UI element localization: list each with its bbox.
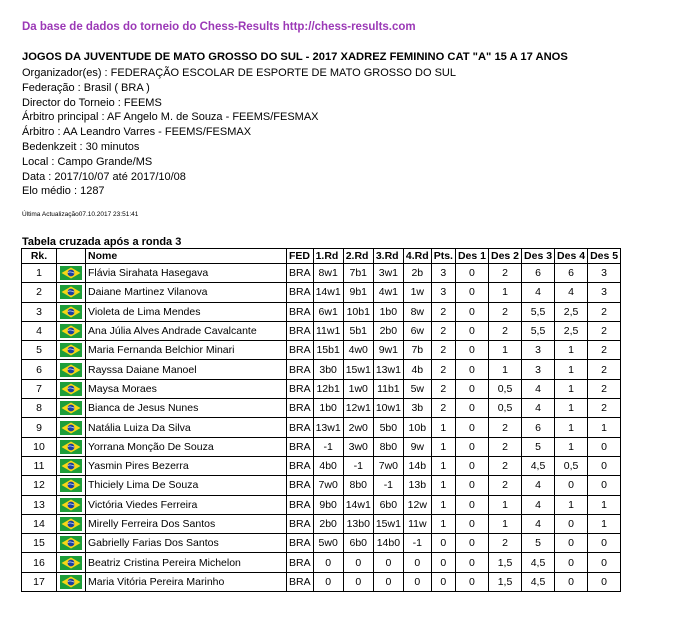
- tiebreak-5-cell: 2: [588, 379, 621, 398]
- brazil-flag-icon: [57, 553, 86, 572]
- round-3-cell: 14b0: [373, 534, 403, 553]
- round-3-cell: 0: [373, 553, 403, 572]
- table-row: [22, 572, 621, 591]
- tiebreak-4-cell: 1: [555, 379, 588, 398]
- player-name-cell: Flávia Sirahata Hasegava: [86, 264, 287, 283]
- round-4-cell: 1w: [403, 283, 431, 302]
- points-cell: 0: [431, 572, 455, 591]
- player-name-cell: Thiciely Lima De Souza: [86, 476, 287, 495]
- col-tiebreak-1: Des 1: [455, 249, 488, 264]
- round-4-cell: 3b: [403, 399, 431, 418]
- federation-cell: BRA: [287, 302, 314, 321]
- col-tiebreak-4: Des 4: [555, 249, 588, 264]
- tiebreak-1-cell: 0: [455, 379, 488, 398]
- rank-cell: 15: [22, 534, 57, 553]
- round-3-cell: 4w1: [373, 283, 403, 302]
- table-row: [22, 264, 621, 283]
- tiebreak-2-cell: 1,5: [488, 572, 521, 591]
- tiebreak-4-cell: 0: [555, 572, 588, 591]
- brazil-flag-icon: [57, 341, 86, 360]
- tiebreak-5-cell: 0: [588, 456, 621, 475]
- round-4-cell: 13b: [403, 476, 431, 495]
- rank-cell: 11: [22, 456, 57, 475]
- brazil-flag-icon: [57, 399, 86, 418]
- round-3-cell: 9w1: [373, 341, 403, 360]
- round-3-cell: 7w0: [373, 456, 403, 475]
- table-row: [22, 379, 621, 398]
- director-line: Director do Torneio : FEEMS: [22, 96, 162, 109]
- table-row: [22, 418, 621, 437]
- tournament-info: [22, 66, 456, 199]
- tiebreak-3-cell: 4: [522, 514, 555, 533]
- tiebreak-5-cell: 1: [588, 514, 621, 533]
- rank-cell: 7: [22, 379, 57, 398]
- brazil-flag-icon: [57, 302, 86, 321]
- tiebreak-3-cell: 3: [522, 341, 555, 360]
- table-caption: Tabela cruzada após a ronda 3: [22, 236, 182, 248]
- tiebreak-4-cell: 2,5: [555, 302, 588, 321]
- tiebreak-2-cell: 2: [488, 302, 521, 321]
- rank-cell: 1: [22, 264, 57, 283]
- points-cell: 2: [431, 321, 455, 340]
- tiebreak-3-cell: 5: [522, 437, 555, 456]
- player-name-cell: Maria Vitória Pereira Marinho: [86, 572, 287, 591]
- tiebreak-2-cell: 2: [488, 264, 521, 283]
- round-3-cell: 2b0: [373, 321, 403, 340]
- rank-cell: 9: [22, 418, 57, 437]
- tiebreak-5-cell: 2: [588, 399, 621, 418]
- rank-cell: 10: [22, 437, 57, 456]
- round-4-cell: 8w: [403, 302, 431, 321]
- col-tiebreak-2: Des 2: [488, 249, 521, 264]
- player-name-cell: Daiane Martinez Vilanova: [86, 283, 287, 302]
- brazil-flag-icon: [57, 476, 86, 495]
- federation-cell: BRA: [287, 341, 314, 360]
- crosstable: [21, 248, 621, 592]
- round-4-cell: 11w: [403, 514, 431, 533]
- source-line: Da base de dados do torneio do Chess-Results http://chess-results.com: [22, 21, 416, 33]
- round-1-cell: 1b0: [313, 399, 343, 418]
- tiebreak-1-cell: 0: [455, 476, 488, 495]
- tiebreak-3-cell: 6: [522, 418, 555, 437]
- table-row: [22, 553, 621, 572]
- tiebreak-1-cell: 0: [455, 399, 488, 418]
- round-3-cell: 1b0: [373, 302, 403, 321]
- round-1-cell: 5w0: [313, 534, 343, 553]
- round-2-cell: 8b0: [343, 476, 373, 495]
- tiebreak-1-cell: 0: [455, 553, 488, 572]
- col-round-3: 3.Rd: [373, 249, 403, 264]
- round-2-cell: 10b1: [343, 302, 373, 321]
- points-cell: 3: [431, 283, 455, 302]
- table-row: [22, 399, 621, 418]
- rank-cell: 2: [22, 283, 57, 302]
- round-4-cell: 6w: [403, 321, 431, 340]
- points-cell: 1: [431, 514, 455, 533]
- round-1-cell: 7w0: [313, 476, 343, 495]
- round-2-cell: 5b1: [343, 321, 373, 340]
- round-4-cell: 9w: [403, 437, 431, 456]
- tiebreak-4-cell: 0: [555, 534, 588, 553]
- points-cell: 1: [431, 476, 455, 495]
- tiebreak-2-cell: 2: [488, 456, 521, 475]
- round-1-cell: 15b1: [313, 341, 343, 360]
- col-round-1: 1.Rd: [313, 249, 343, 264]
- round-4-cell: 0: [403, 553, 431, 572]
- round-2-cell: 0: [343, 572, 373, 591]
- round-2-cell: 9b1: [343, 283, 373, 302]
- round-1-cell: 12b1: [313, 379, 343, 398]
- round-4-cell: 14b: [403, 456, 431, 475]
- tiebreak-3-cell: 5,5: [522, 321, 555, 340]
- tiebreak-4-cell: 1: [555, 399, 588, 418]
- tiebreak-5-cell: 2: [588, 360, 621, 379]
- brazil-flag-icon: [57, 534, 86, 553]
- round-1-cell: 11w1: [313, 321, 343, 340]
- tiebreak-5-cell: 0: [588, 572, 621, 591]
- round-2-cell: 6b0: [343, 534, 373, 553]
- round-3-cell: 10w1: [373, 399, 403, 418]
- round-2-cell: 4w0: [343, 341, 373, 360]
- tiebreak-3-cell: 6: [522, 264, 555, 283]
- points-cell: 1: [431, 495, 455, 514]
- rank-cell: 5: [22, 341, 57, 360]
- last-update: Última Actualização07.10.2017 23:51:41: [22, 211, 139, 218]
- round-3-cell: 8b0: [373, 437, 403, 456]
- round-1-cell: 8w1: [313, 264, 343, 283]
- points-cell: 1: [431, 437, 455, 456]
- tiebreak-4-cell: 1: [555, 341, 588, 360]
- tiebreak-2-cell: 1: [488, 360, 521, 379]
- tiebreak-4-cell: 1: [555, 360, 588, 379]
- tiebreak-2-cell: 1: [488, 283, 521, 302]
- tiebreak-4-cell: 0: [555, 514, 588, 533]
- tiebreak-1-cell: 0: [455, 321, 488, 340]
- tiebreak-4-cell: 1: [555, 437, 588, 456]
- tiebreak-1-cell: 0: [455, 495, 488, 514]
- tiebreak-4-cell: 1: [555, 495, 588, 514]
- tiebreak-4-cell: 2,5: [555, 321, 588, 340]
- round-4-cell: 7b: [403, 341, 431, 360]
- rank-cell: 14: [22, 514, 57, 533]
- tiebreak-2-cell: 0,5: [488, 379, 521, 398]
- tiebreak-4-cell: 0: [555, 476, 588, 495]
- table-row: [22, 476, 621, 495]
- player-name-cell: Maria Fernanda Belchior Minari: [86, 341, 287, 360]
- round-4-cell: 12w: [403, 495, 431, 514]
- round-3-cell: 13w1: [373, 360, 403, 379]
- tiebreak-5-cell: 0: [588, 553, 621, 572]
- rank-cell: 4: [22, 321, 57, 340]
- round-4-cell: 4b: [403, 360, 431, 379]
- rank-cell: 3: [22, 302, 57, 321]
- tiebreak-1-cell: 0: [455, 360, 488, 379]
- table-row: [22, 437, 621, 456]
- round-3-cell: 11b1: [373, 379, 403, 398]
- round-1-cell: -1: [313, 437, 343, 456]
- brazil-flag-icon: [57, 379, 86, 398]
- player-name-cell: Yorrana Monção De Souza: [86, 437, 287, 456]
- round-3-cell: 5b0: [373, 418, 403, 437]
- tiebreak-2-cell: 1: [488, 495, 521, 514]
- federation-cell: BRA: [287, 360, 314, 379]
- tiebreak-5-cell: 1: [588, 418, 621, 437]
- round-4-cell: 5w: [403, 379, 431, 398]
- round-3-cell: 0: [373, 572, 403, 591]
- tiebreak-2-cell: 2: [488, 534, 521, 553]
- round-2-cell: 13b0: [343, 514, 373, 533]
- round-1-cell: 3b0: [313, 360, 343, 379]
- federation-cell: BRA: [287, 379, 314, 398]
- tiebreak-3-cell: 5,5: [522, 302, 555, 321]
- tiebreak-3-cell: 4: [522, 495, 555, 514]
- tiebreak-3-cell: 4: [522, 399, 555, 418]
- round-1-cell: 4b0: [313, 456, 343, 475]
- brazil-flag-icon: [57, 418, 86, 437]
- round-4-cell: -1: [403, 534, 431, 553]
- points-cell: 1: [431, 418, 455, 437]
- average-elo-line: Elo médio : 1287: [22, 185, 105, 198]
- tiebreak-5-cell: 0: [588, 437, 621, 456]
- tiebreak-5-cell: 1: [588, 495, 621, 514]
- brazil-flag-icon: [57, 264, 86, 283]
- rank-cell: 6: [22, 360, 57, 379]
- col-points: Pts.: [431, 249, 455, 264]
- tournament-title: JOGOS DA JUVENTUDE DE MATO GROSSO DO SUL - 2017 XADREZ FEMININO CAT "A" 15 A 17 ANOS: [22, 51, 568, 63]
- points-cell: 0: [431, 553, 455, 572]
- tiebreak-3-cell: 4: [522, 379, 555, 398]
- round-1-cell: 2b0: [313, 514, 343, 533]
- brazil-flag-icon: [57, 495, 86, 514]
- brazil-flag-icon: [57, 456, 86, 475]
- player-name-cell: Beatriz Cristina Pereira Michelon: [86, 553, 287, 572]
- player-name-cell: Ana Júlia Alves Andrade Cavalcante: [86, 321, 287, 340]
- federation-cell: BRA: [287, 534, 314, 553]
- federation-cell: BRA: [287, 495, 314, 514]
- tiebreak-2-cell: 2: [488, 321, 521, 340]
- federation-cell: BRA: [287, 399, 314, 418]
- round-4-cell: 2b: [403, 264, 431, 283]
- table-header-row: [22, 249, 621, 264]
- table-row: [22, 495, 621, 514]
- table-row: [22, 283, 621, 302]
- tiebreak-1-cell: 0: [455, 302, 488, 321]
- date-line: Data : 2017/10/07 até 2017/10/08: [22, 170, 186, 183]
- points-cell: 3: [431, 264, 455, 283]
- federation-cell: BRA: [287, 572, 314, 591]
- location-line: Local : Campo Grande/MS: [22, 155, 153, 168]
- round-3-cell: 3w1: [373, 264, 403, 283]
- tiebreak-2-cell: 1: [488, 341, 521, 360]
- tiebreak-5-cell: 0: [588, 476, 621, 495]
- tiebreak-4-cell: 4: [555, 283, 588, 302]
- col-fed: FED: [287, 249, 314, 264]
- tiebreak-3-cell: 3: [522, 360, 555, 379]
- col-round-2: 2.Rd: [343, 249, 373, 264]
- tiebreak-2-cell: 1: [488, 514, 521, 533]
- col-flag: [57, 249, 86, 264]
- arbiter-line: Árbitro : AA Leandro Varres - FEEMS/FESMAX: [22, 126, 252, 139]
- federation-cell: BRA: [287, 437, 314, 456]
- tiebreak-5-cell: 0: [588, 534, 621, 553]
- federation-cell: BRA: [287, 553, 314, 572]
- points-cell: 0: [431, 534, 455, 553]
- table-body: [22, 264, 621, 592]
- tiebreak-5-cell: 2: [588, 321, 621, 340]
- tiebreak-2-cell: 2: [488, 476, 521, 495]
- round-3-cell: -1: [373, 476, 403, 495]
- player-name-cell: Bianca de Jesus Nunes: [86, 399, 287, 418]
- tiebreak-1-cell: 0: [455, 534, 488, 553]
- tiebreak-3-cell: 4: [522, 476, 555, 495]
- round-1-cell: 0: [313, 572, 343, 591]
- points-cell: 2: [431, 302, 455, 321]
- tiebreak-4-cell: 0,5: [555, 456, 588, 475]
- round-2-cell: 3w0: [343, 437, 373, 456]
- col-rank: Rk.: [22, 249, 57, 264]
- points-cell: 2: [431, 360, 455, 379]
- tiebreak-3-cell: 4,5: [522, 553, 555, 572]
- player-name-cell: Violeta de Lima Mendes: [86, 302, 287, 321]
- tiebreak-2-cell: 0,5: [488, 399, 521, 418]
- tiebreak-1-cell: 0: [455, 418, 488, 437]
- tiebreak-5-cell: 2: [588, 302, 621, 321]
- chief-arbiter-line: Árbitro principal : AF Angelo M. de Souza - FEEMS/FESMAX: [22, 111, 319, 124]
- time-control-line: Bedenkzeit : 30 minutos: [22, 140, 140, 153]
- round-1-cell: 14w1: [313, 283, 343, 302]
- federation-cell: BRA: [287, 514, 314, 533]
- table-row: [22, 302, 621, 321]
- table-row: [22, 341, 621, 360]
- round-2-cell: 0: [343, 553, 373, 572]
- tiebreak-1-cell: 0: [455, 264, 488, 283]
- round-3-cell: 15w1: [373, 514, 403, 533]
- col-tiebreak-3: Des 3: [522, 249, 555, 264]
- round-2-cell: -1: [343, 456, 373, 475]
- federation-cell: BRA: [287, 283, 314, 302]
- round-1-cell: 13w1: [313, 418, 343, 437]
- round-2-cell: 2w0: [343, 418, 373, 437]
- rank-cell: 16: [22, 553, 57, 572]
- federation-cell: BRA: [287, 476, 314, 495]
- round-4-cell: 0: [403, 572, 431, 591]
- brazil-flag-icon: [57, 283, 86, 302]
- player-name-cell: Victória Viedes Ferreira: [86, 495, 287, 514]
- player-name-cell: Maysa Moraes: [86, 379, 287, 398]
- round-4-cell: 10b: [403, 418, 431, 437]
- points-cell: 2: [431, 379, 455, 398]
- federation-line: Federação : Brasil ( BRA ): [22, 81, 150, 94]
- tiebreak-1-cell: 0: [455, 341, 488, 360]
- round-2-cell: 14w1: [343, 495, 373, 514]
- round-1-cell: 0: [313, 553, 343, 572]
- brazil-flag-icon: [57, 437, 86, 456]
- points-cell: 2: [431, 341, 455, 360]
- table-row: [22, 534, 621, 553]
- federation-cell: BRA: [287, 264, 314, 283]
- table-row: [22, 514, 621, 533]
- tiebreak-1-cell: 0: [455, 572, 488, 591]
- tiebreak-3-cell: 4: [522, 283, 555, 302]
- tiebreak-2-cell: 1,5: [488, 553, 521, 572]
- rank-cell: 17: [22, 572, 57, 591]
- tiebreak-2-cell: 2: [488, 437, 521, 456]
- player-name-cell: Yasmin Pires Bezerra: [86, 456, 287, 475]
- tiebreak-1-cell: 0: [455, 456, 488, 475]
- tiebreak-5-cell: 3: [588, 283, 621, 302]
- tiebreak-4-cell: 0: [555, 553, 588, 572]
- tiebreak-3-cell: 4,5: [522, 572, 555, 591]
- round-3-cell: 6b0: [373, 495, 403, 514]
- round-1-cell: 6w1: [313, 302, 343, 321]
- tiebreak-4-cell: 1: [555, 418, 588, 437]
- federation-cell: BRA: [287, 456, 314, 475]
- brazil-flag-icon: [57, 360, 86, 379]
- col-round-4: 4.Rd: [403, 249, 431, 264]
- table-row: [22, 321, 621, 340]
- table-row: [22, 456, 621, 475]
- player-name-cell: Rayssa Daiane Manoel: [86, 360, 287, 379]
- round-1-cell: 9b0: [313, 495, 343, 514]
- player-name-cell: Natália Luiza Da Silva: [86, 418, 287, 437]
- tiebreak-3-cell: 5: [522, 534, 555, 553]
- rank-cell: 8: [22, 399, 57, 418]
- player-name-cell: Gabrielly Farias Dos Santos: [86, 534, 287, 553]
- points-cell: 2: [431, 399, 455, 418]
- rank-cell: 13: [22, 495, 57, 514]
- federation-cell: BRA: [287, 321, 314, 340]
- tiebreak-5-cell: 3: [588, 264, 621, 283]
- tiebreak-3-cell: 4,5: [522, 456, 555, 475]
- col-tiebreak-5: Des 5: [588, 249, 621, 264]
- tiebreak-1-cell: 0: [455, 437, 488, 456]
- round-2-cell: 12w1: [343, 399, 373, 418]
- organizer-line: Organizador(es) : FEDERAÇÃO ESCOLAR DE ESPORTE DE MATO GROSSO DO SUL: [22, 67, 456, 79]
- table-row: [22, 360, 621, 379]
- points-cell: 1: [431, 456, 455, 475]
- tiebreak-2-cell: 2: [488, 418, 521, 437]
- round-2-cell: 1w0: [343, 379, 373, 398]
- brazil-flag-icon: [57, 514, 86, 533]
- tiebreak-1-cell: 0: [455, 283, 488, 302]
- player-name-cell: Mirelly Ferreira Dos Santos: [86, 514, 287, 533]
- tiebreak-5-cell: 2: [588, 341, 621, 360]
- brazil-flag-icon: [57, 572, 86, 591]
- tiebreak-1-cell: 0: [455, 514, 488, 533]
- col-name: Nome: [86, 249, 287, 264]
- federation-cell: BRA: [287, 418, 314, 437]
- round-2-cell: 7b1: [343, 264, 373, 283]
- brazil-flag-icon: [57, 321, 86, 340]
- round-2-cell: 15w1: [343, 360, 373, 379]
- rank-cell: 12: [22, 476, 57, 495]
- tiebreak-4-cell: 6: [555, 264, 588, 283]
